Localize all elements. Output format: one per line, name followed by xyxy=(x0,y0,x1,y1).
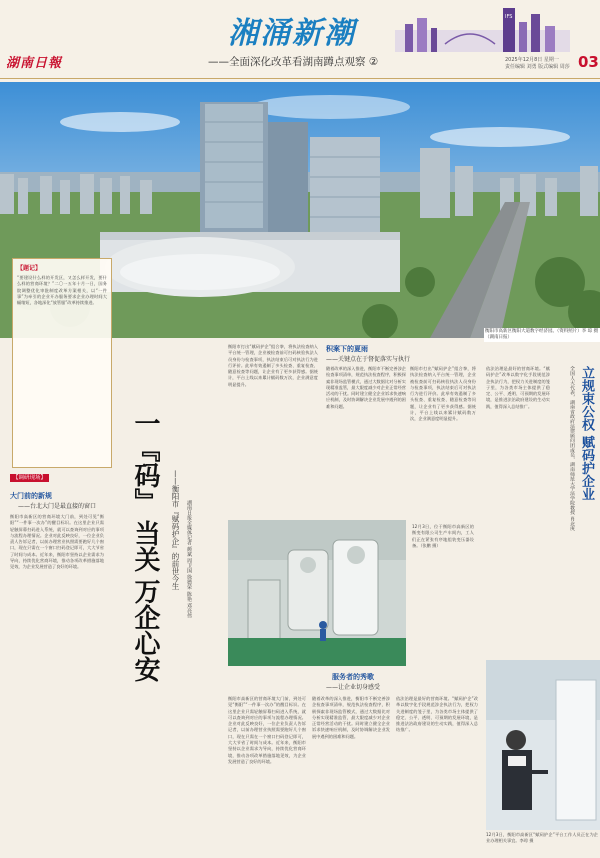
newspaper-logo: 湖南日報 xyxy=(6,56,63,71)
mid-section-1 xyxy=(326,344,486,363)
headline-part-3: 当关 xyxy=(130,520,160,572)
mid-col-4: 衡阳市高新区的营商环境大门前，到处可见“衡阳”“一件事一次办”的醒目标识。在这里企业只需轻触屏幕扫码进入系统，就可以查询到对应的事项与流程办理情况。企业对此反映良好，一位企业负责人告诉记者，以前办理营业执照需要跑好几个窗口，现在只需在一个窗口扫码登记即可，大大节省了时间与成本。近年来，衡阳市坚持以企业需求为导向，持续优化营商环境，推动各项改革措施落地见效，为企业发展营造了良好的环境。 xyxy=(228,696,306,764)
preface-box xyxy=(12,258,112,468)
page-number: 03 xyxy=(578,53,599,71)
commentary-title: 立规束公权 赋码护企业 xyxy=(579,366,594,501)
skyline-badge: IFS xyxy=(505,14,513,20)
masthead-rule xyxy=(0,78,600,79)
left-section-title: 大门前的新规 xyxy=(10,492,52,500)
date-text: 2025年12月8日 星期一 xyxy=(505,57,559,63)
headline-subtitle: ——衡阳市『赋码护企』的前世今生 xyxy=(171,470,180,590)
preface-title: 【题记】 xyxy=(17,265,42,272)
commentary-body: 依法治理是最好的营商环境。“赋码护企”改革以数字化手段规范涉企执法行为，把权力关进制度的笼子里，为各类市场主体提供了稳定、公平、透明、可预期的发展环境，是推进法治政府建设的生动实践，值得深入总结推广。 xyxy=(486,366,550,409)
left-section-subtitle: ——台北大门是最直接的窗口 xyxy=(18,503,97,510)
section-label: 【调研现场】 xyxy=(10,474,49,482)
mid-col-2: 随着改革的深入推进，衡阳市不断完善涉企检查事项清单，规范执法检查程序，积极探索非现场监管模式，通过大数据比对分析实现精准监管，最大限度减少对企业正常经营活动的干扰。同时建立健全企业诉求快速响应机制，及时协调解决企业发展中遇到的困难和问题。 xyxy=(326,366,406,409)
headline-byline: 湖南日报全媒体记者 颜斌 周卫国 徐德荣 陈艳 邓亮伟 xyxy=(186,500,192,618)
mid-col-1: 衡阳市打出“赋码护企”组合拳，将执法检查纳入平台统一管理，企业被检查前可扫码核验执法人员身份与检查事项，执法结束后可对执法行为进行评价。此举有效遏制了多头检查、重复检查、随意检查等问题，让企业有了更多获得感。据统计，平台上线以来累计赋码数万次，企业满意度明显提升。 xyxy=(228,344,318,387)
left-body: 衡阳市高新区的营商环境大门前，到处可见“衡阳”“一件事一次办”的醒目标识。在这里企业只需轻触屏幕扫码进入系统，就可以查询到对应的事项与流程办理情况。企业对此反映良好，一位企业负责人告诉记者，以前办理营业执照需要跑好几个窗口，现在只需在一个窗口扫码登记即可，大大节省了时间与成本。近年来，衡阳市坚持以企业需求为导向，持续优化营商环境，推动各项改革措施落地见效，为企业发展营造了良好的环境。 xyxy=(10,514,104,570)
main-photo-caption: 衡阳市高新区衡阳大道数字经济园。（资料照片）李 琼 摄（湖南日报） xyxy=(485,329,599,340)
headline-part-1: 一 xyxy=(130,410,160,436)
mid-col-5: 随着改革的深入推进，衡阳市不断完善涉企检查事项清单，规范执法检查程序，积极探索非现场监管模式，通过大数据比对分析实现精准监管，最大限度减少对企业正常经营活动的干扰。同时建立健全企业诉求快速响应机制，及时协调解决企业发展中遇到的困难和问题。 xyxy=(312,696,390,739)
headline-part-4: 万企心安 xyxy=(130,578,160,682)
masthead xyxy=(0,0,600,82)
service-worker-photo xyxy=(486,660,600,830)
mid-section-1-subtitle: ——关键点在于督促落实与执行 xyxy=(326,356,411,363)
date-line xyxy=(505,57,585,71)
mid-col-3: 衡阳市打出“赋码护企”组合拳，将执法检查纳入平台统一管理，企业被检查前可扫码核验执法人员身份与检查事项，执法结束后可对执法行为进行评价。此举有效遏制了多头检查、重复检查、随意检查等问题，让企业有了更多获得感。据统计，平台上线以来累计赋码数万次，企业满意度明显提升。 xyxy=(410,366,476,422)
editor-text: 责任编辑 刘勇 版式编辑 周莎 xyxy=(505,64,570,70)
factory-caption: 12月3日，位于衡阳市高新区的衡变有限公司生产车间内，工人们正在紧张有序地组装变压器设备。（张鹏 摄） xyxy=(412,524,474,548)
banner-title: 湘涌新潮 xyxy=(228,16,356,51)
skyline-illustration-icon xyxy=(395,4,570,52)
mid-col-6: 依法治理是最好的营商环境。“赋码护企”改革以数字化手段规范涉企执法行为，把权力关进制度的笼子里，为各类市场主体提供了稳定、公平、透明、可预期的发展环境，是推进法治政府建设的生动实践，值得深入总结推广。 xyxy=(396,696,478,733)
mid-section-2 xyxy=(228,672,478,691)
service-caption: 12月3日，衡阳市高新区“赋码护企”平台工作人员正在为企业办理相关事宜。李琼 摄 xyxy=(486,832,598,844)
mid-section-1-title: 积案下的夏雨 xyxy=(326,345,368,353)
mid-section-2-title: 服务者的秀歌 xyxy=(332,673,374,681)
commentary-headline xyxy=(556,366,596,586)
banner-subtitle: ——全面深化改革看湖南蹲点观察 ② xyxy=(208,56,379,68)
mid-section-2-subtitle: ——让企业切身感受 xyxy=(325,684,380,691)
headline-part-2: 『码』 xyxy=(130,436,160,514)
factory-photo xyxy=(228,520,406,666)
main-headline xyxy=(106,410,164,750)
commentary-author: 全国人大代表，湖南省政府法律顾问团成员，湖南师范大学法学院教授 肖北庚 xyxy=(569,366,574,531)
preface-text: “要建设什么样的开发区，又怎么样开发，要什么样的营商环境？”二〇一五年十月一日，国务院调整优化审批制度改革方案相关，以“一件事”为牵引的企业开办服务要求企业办理时间大幅缩短，各地深化“放管服”改革持续推进。 xyxy=(17,275,107,306)
left-section xyxy=(10,464,104,854)
